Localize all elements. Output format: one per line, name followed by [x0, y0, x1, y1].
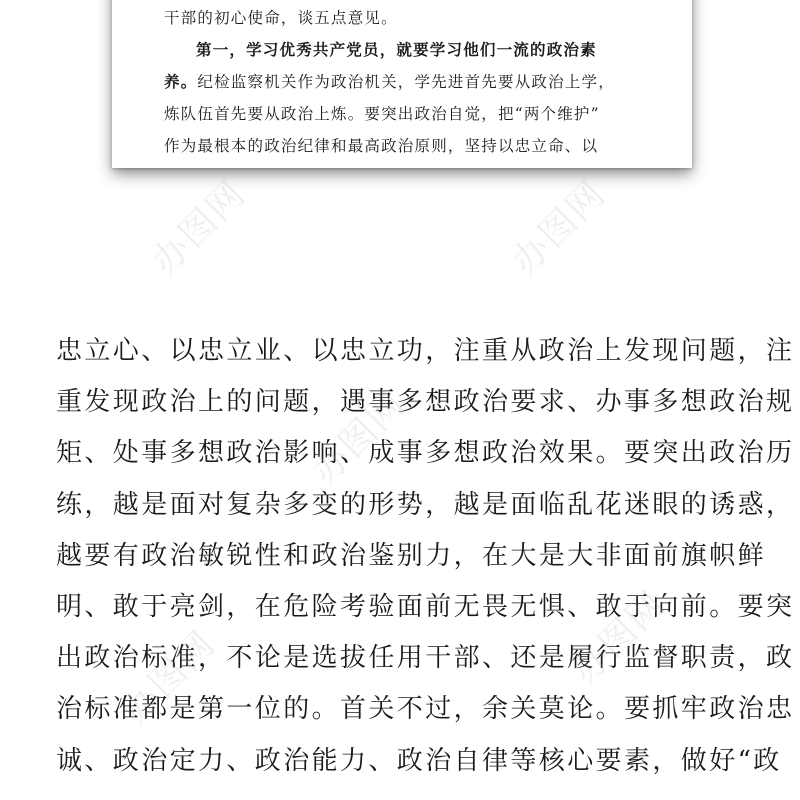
preview-line-2 — [164, 34, 664, 66]
watermark: 办图网 — [144, 172, 254, 283]
preview-line-3-text: 纪检监察机关作为政治机关，学先进首先要从政治上学， — [197, 73, 615, 91]
document-page-preview — [112, 0, 692, 168]
section-heading-tail: 养。 — [164, 72, 198, 91]
watermark: 办图网 — [114, 622, 224, 733]
watermark: 办图网 — [504, 172, 614, 283]
preview-line-4: 炼队伍首先要从政治上炼。要突出政治自觉，把“两个维护” — [164, 105, 600, 123]
body-line: 越要有政治敏锐性和政治鉴别力，在大是大非面前旗帜鲜 — [56, 540, 767, 571]
document-body — [56, 326, 795, 787]
watermark: 办图网 — [564, 582, 674, 693]
body-line: 出政治标准，不论是选拔任用干部、还是履行监督职责，政 — [56, 643, 795, 674]
body-line: 明、敢于亮剑，在危险考验面前无畏无惧、敢于向前。要突 — [56, 591, 795, 622]
preview-text-block — [164, 2, 664, 162]
preview-line-3 — [164, 66, 664, 98]
body-line: 矩、处事多想政治影响、成事多想政治效果。要突出政治历 — [56, 438, 795, 469]
body-line: 忠立心、以忠立业、以忠立功，注重从政治上发现问题，注 — [56, 336, 795, 366]
preview-line-5: 作为最根本的政治纪律和最高政治原则，坚持以忠立命、以 — [164, 137, 599, 155]
section-heading: 第一，学习优秀共产党员，就要学习他们一流的政治素 — [196, 40, 597, 59]
body-line: 练，越是面对复杂多变的形势，越是面临乱花迷眼的诱惑， — [56, 489, 795, 520]
preview-line-1: 干部的初心使命，谈五点意见。 — [164, 9, 398, 27]
body-line: 重发现政治上的问题，遇事多想政治要求、办事多想政治规 — [56, 387, 795, 418]
watermark: 办图网 — [304, 382, 414, 493]
body-line: 治标准都是第一位的。首关不过，余关莫论。要抓牢政治忠 — [56, 694, 795, 725]
body-line: 诚、政治定力、政治能力、政治自律等核心要素，做好“政 — [56, 745, 782, 776]
